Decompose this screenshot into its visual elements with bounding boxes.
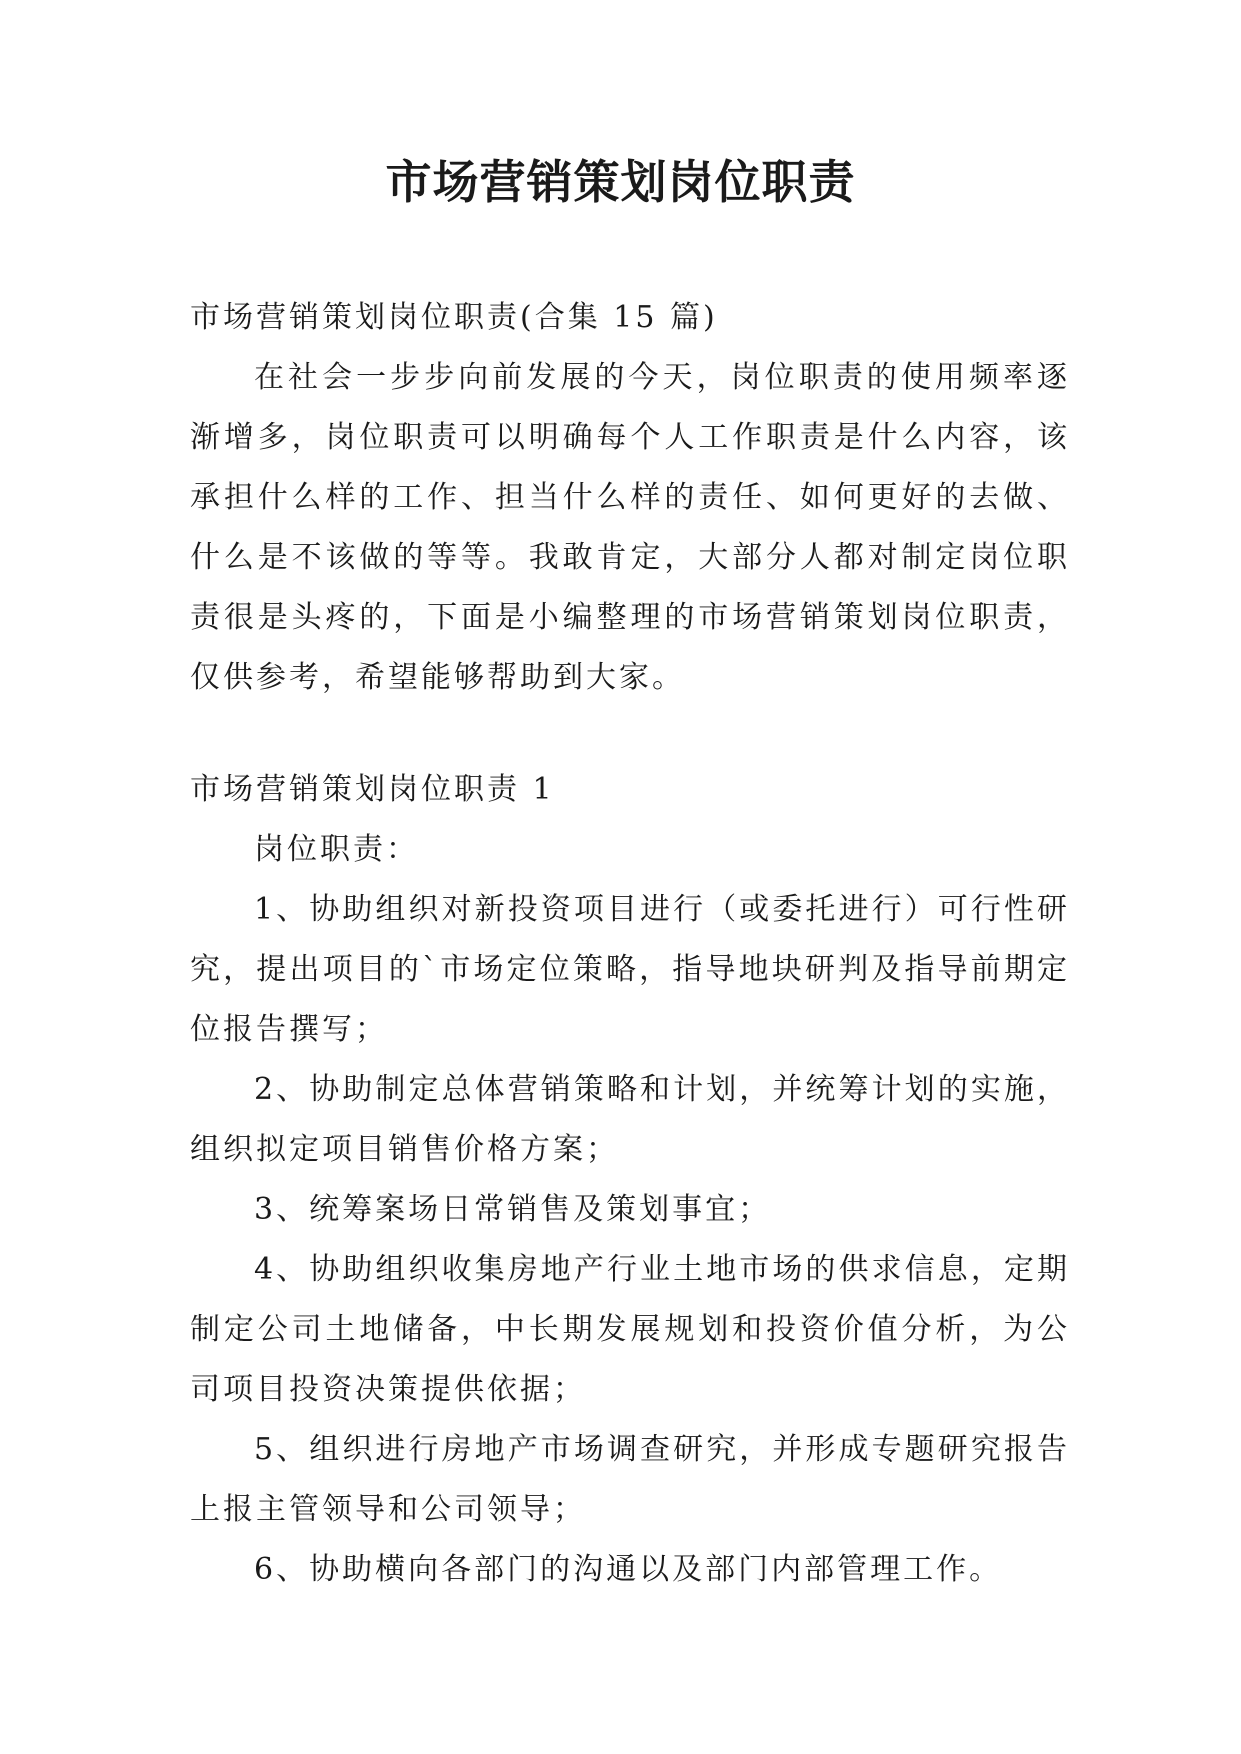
document-title: 市场营销策划岗位职责 bbox=[385, 155, 856, 209]
section-heading: 市场营销策划岗位职责 1 bbox=[190, 772, 555, 807]
duty-item-6: 6、协助横向各部门的沟通以及部门内部管理工作。 bbox=[254, 1552, 1003, 1587]
collection-heading: 市场营销策划岗位职责(合集 15 篇) bbox=[190, 300, 718, 335]
intro-paragraph: 在社会一步步向前发展的今天，岗位职责的使用频率逐渐增多，岗位职责可以明确每个人工作职责是什么内容，该承担什么样的工作、担当什么样的责任、如何更好的去做、什么是不该做的等等。我敢肯定，大部分人都对制定岗位职责很是头疼的，下面是小编整理的市场营销策划岗位职责，仅供参考，希望能够帮助到大家。 bbox=[190, 360, 1070, 695]
duty-item-1: 1、协助组织对新投资项目进行（或委托进行）可行性研究，提出项目的`市场定位策略，指导地块研判及指导前期定位报告撰写； bbox=[190, 892, 1070, 1047]
duty-item-4: 4、协助组织收集房地产行业土地市场的供求信息，定期制定公司土地储备，中长期发展规划和投资价值分析，为公司项目投资决策提供依据； bbox=[190, 1252, 1070, 1407]
duty-item-5: 5、组织进行房地产市场调查研究，并形成专题研究报告上报主管领导和公司领导； bbox=[190, 1432, 1070, 1527]
duty-item-2: 2、协助制定总体营销策略和计划，并统筹计划的实施，组织拟定项目销售价格方案； bbox=[190, 1072, 1070, 1167]
document-body bbox=[190, 288, 1070, 1600]
duty-item-3: 3、统筹案场日常销售及策划事宜； bbox=[254, 1192, 772, 1227]
section-spacer bbox=[190, 708, 1070, 760]
duties-label: 岗位职责： bbox=[254, 832, 419, 867]
